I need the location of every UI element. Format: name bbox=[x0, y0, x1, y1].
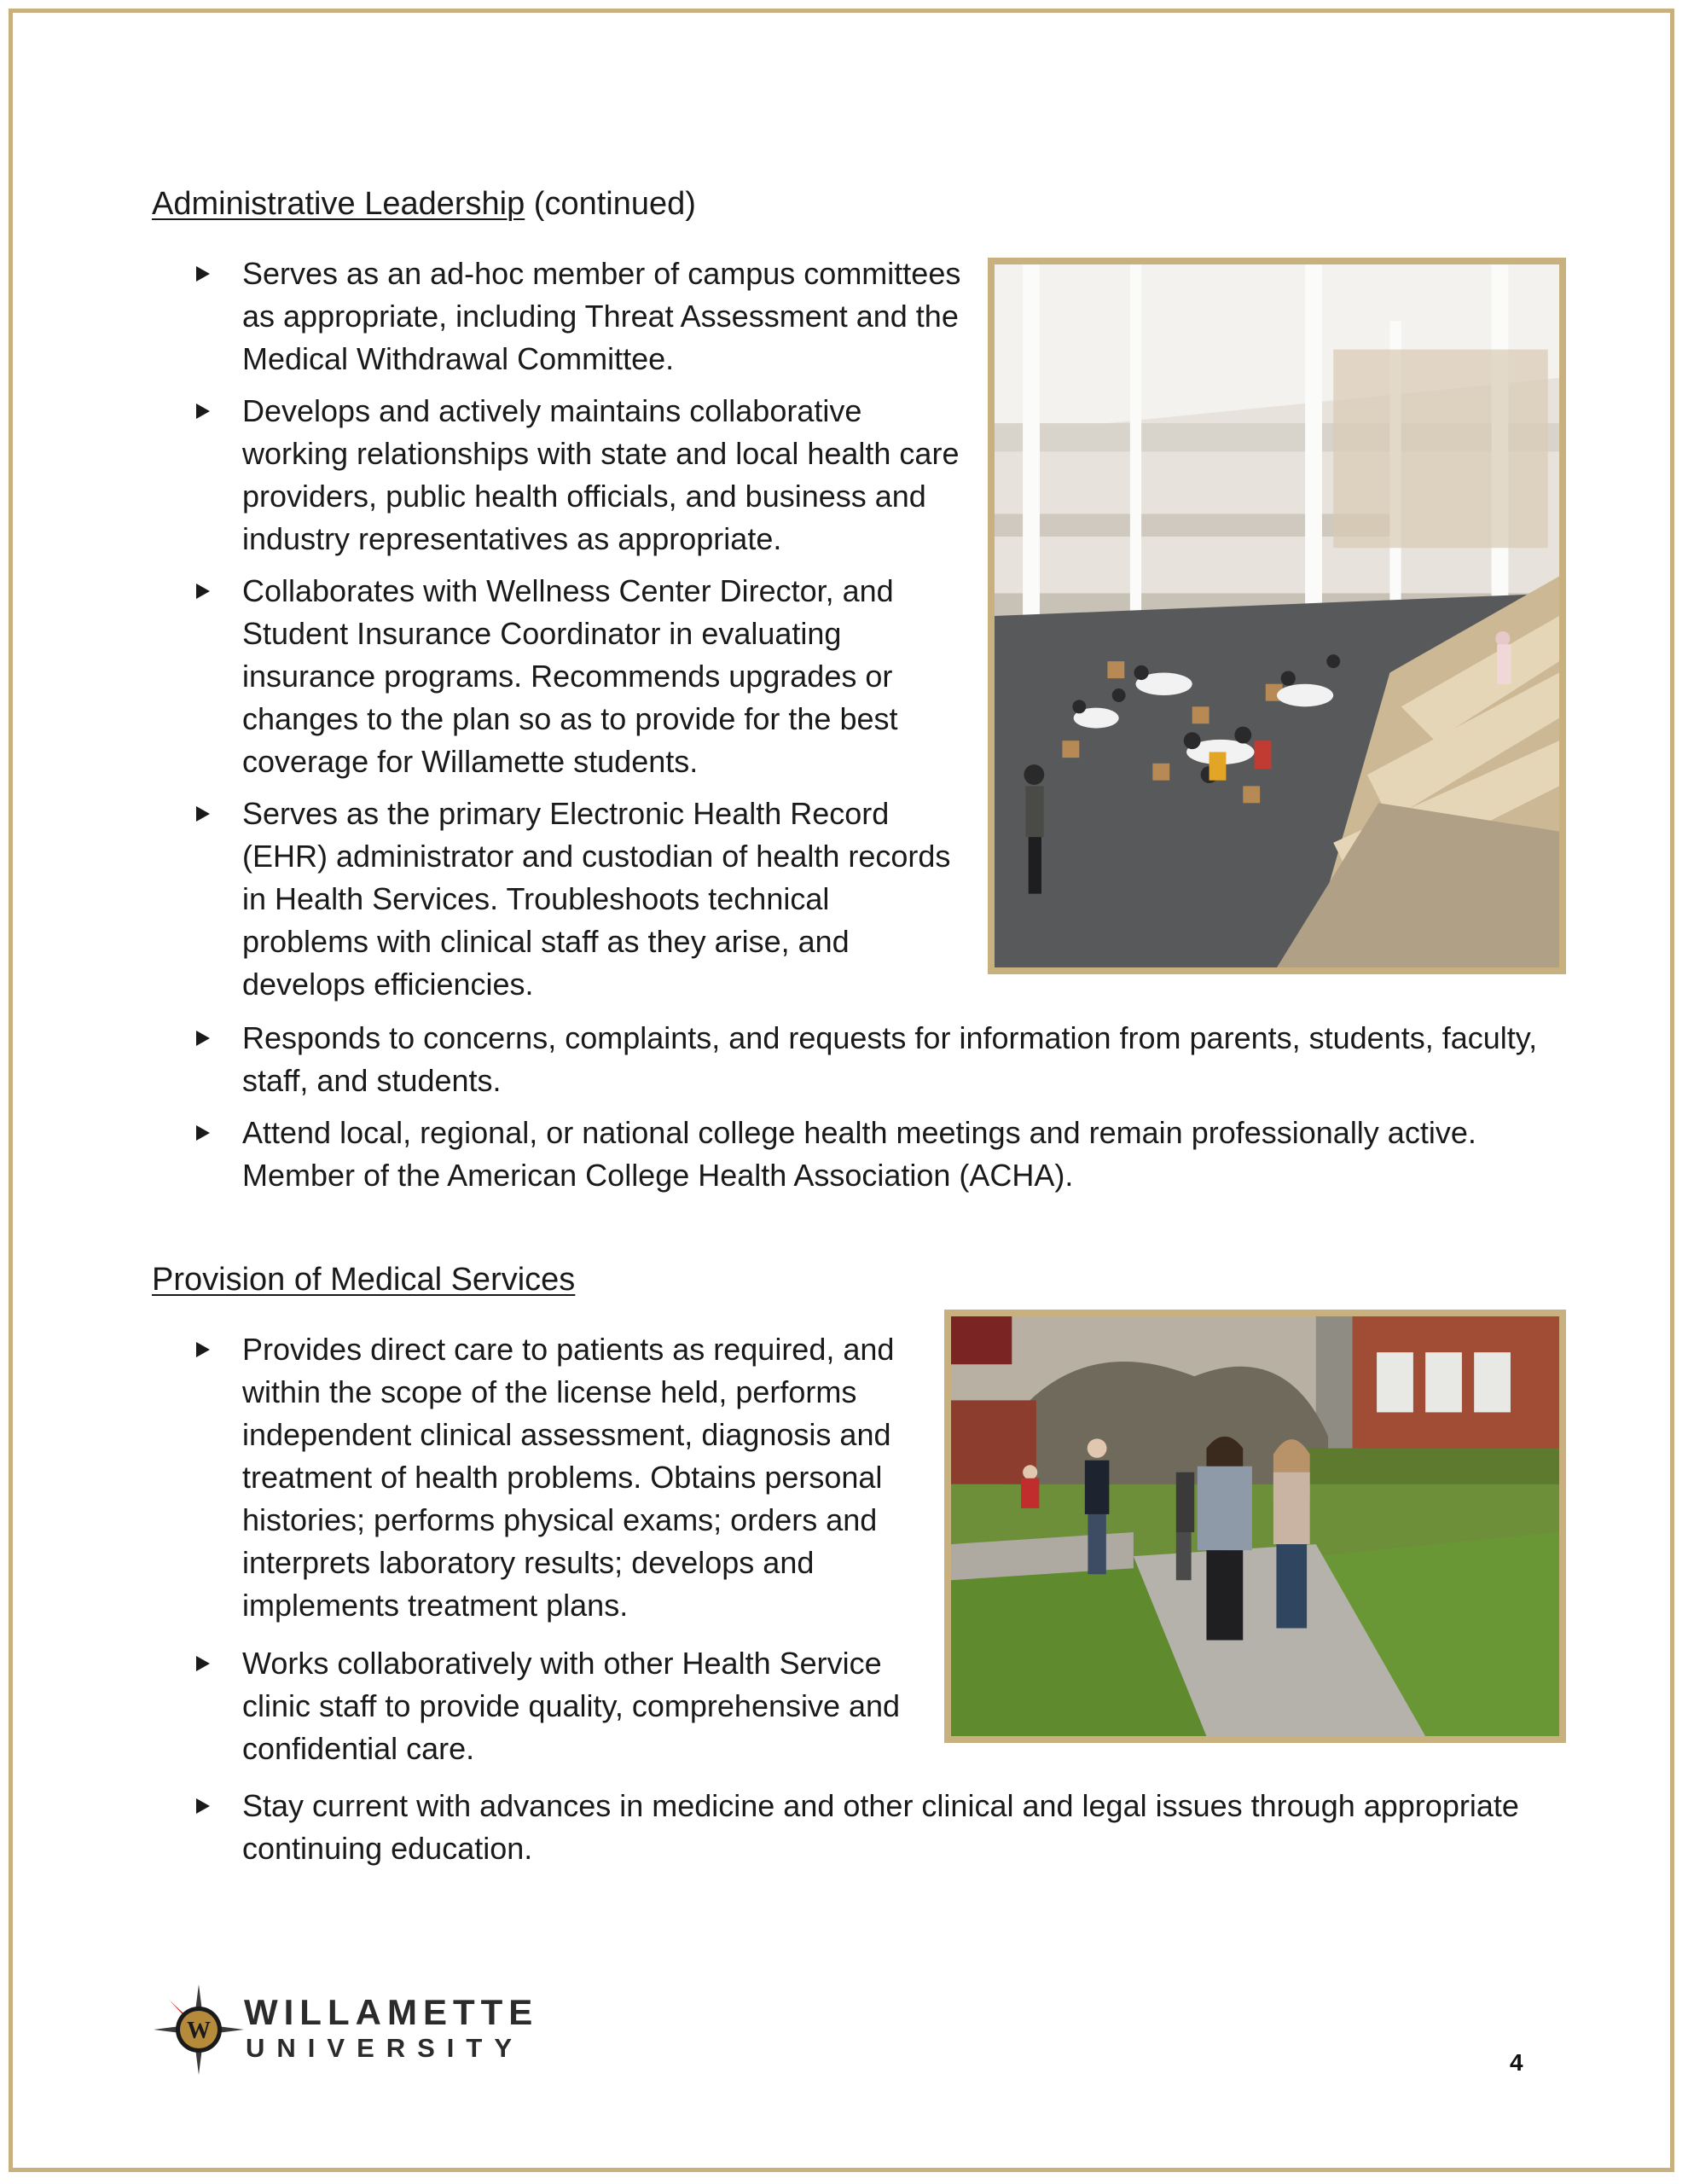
bullet-text: Responds to concerns, complaints, and requests for information from parents, students, faculty, staff, and students. bbox=[242, 1020, 1538, 1098]
bullet-list-top bbox=[152, 253, 962, 1015]
bullet-list-bottom-full bbox=[152, 1785, 1576, 1879]
logo-wordmark-line1: WILLAMETTE bbox=[244, 1992, 539, 2032]
section-heading-administrative-leadership bbox=[152, 184, 696, 224]
compass-emblem-icon bbox=[152, 1983, 246, 2077]
bullet-arrow-icon bbox=[196, 404, 210, 419]
section-title: Administrative Leadership bbox=[152, 186, 525, 222]
bullet-list-bottom bbox=[152, 1328, 919, 1780]
bullet-arrow-icon bbox=[196, 584, 210, 599]
list-item bbox=[152, 1642, 919, 1770]
bullet-arrow-icon bbox=[196, 1656, 210, 1671]
willamette-university-logo bbox=[152, 1983, 539, 2077]
bullet-text: Develops and actively maintains collaborative working relationships with state and local health care providers, public health officials, and business and industry representatives as appropriate. bbox=[242, 393, 960, 556]
bullet-text: Collaborates with Wellness Center Director, and Student Insurance Coordinator in evaluating insurance programs. Recommends upgrades or changes to the plan so as to provide for the best coverage for Willamette students. bbox=[242, 573, 898, 779]
campus-walk-photo bbox=[944, 1310, 1566, 1743]
list-item bbox=[152, 570, 962, 783]
list-item bbox=[152, 1785, 1576, 1870]
list-item bbox=[152, 793, 962, 1006]
bullet-arrow-icon bbox=[196, 1342, 210, 1357]
logo-wordmark-line2: UNIVERSITY bbox=[246, 2033, 525, 2063]
bullet-text: Serves as the primary Electronic Health Record (EHR) administrator and custodian of health records in Health Services. Troubleshoots technical problems with clinical staff as they arise, and develops efficiencies. bbox=[242, 796, 951, 1002]
section-heading-provision-of-medical-services bbox=[152, 1260, 575, 1299]
bullet-arrow-icon bbox=[196, 1031, 210, 1046]
bullet-arrow-icon bbox=[196, 1798, 210, 1814]
bullet-text: Attend local, regional, or national college health meetings and remain professionally active. Member of the American College Health Association (ACHA). bbox=[242, 1115, 1476, 1193]
bullet-arrow-icon bbox=[196, 806, 210, 822]
bullet-text: Works collaboratively with other Health Service clinic staff to provide quality, comprehensive and confidential care. bbox=[242, 1646, 901, 1766]
bullet-list-top-full bbox=[152, 1017, 1576, 1206]
list-item bbox=[152, 253, 962, 380]
atrium-photo bbox=[988, 258, 1566, 974]
section-title: Provision of Medical Services bbox=[152, 1262, 576, 1298]
list-item bbox=[152, 1017, 1576, 1102]
list-item bbox=[152, 390, 962, 561]
bullet-text: Stay current with advances in medicine and other clinical and legal issues through appropriate continuing education. bbox=[242, 1788, 1519, 1866]
svg-text:W: W bbox=[187, 2018, 211, 2044]
section-title-suffix: (continued) bbox=[525, 186, 696, 222]
list-item bbox=[152, 1112, 1576, 1197]
bullet-text: Provides direct care to patients as required, and within the scope of the license held, performs independent clinical assessment, diagnosis and treatment of health problems. Obtains personal histories; performs physical exams; orders and interprets laboratory results; develops and implements treatment plans. bbox=[242, 1332, 895, 1623]
bullet-text: Serves as an ad-hoc member of campus committees as appropriate, including Threat Assessment and the Medical Withdrawal Committee. bbox=[242, 256, 961, 376]
bullet-arrow-icon bbox=[196, 1125, 210, 1141]
list-item bbox=[152, 1328, 919, 1627]
bullet-arrow-icon bbox=[196, 266, 210, 282]
page-number: 4 bbox=[1510, 2049, 1523, 2076]
